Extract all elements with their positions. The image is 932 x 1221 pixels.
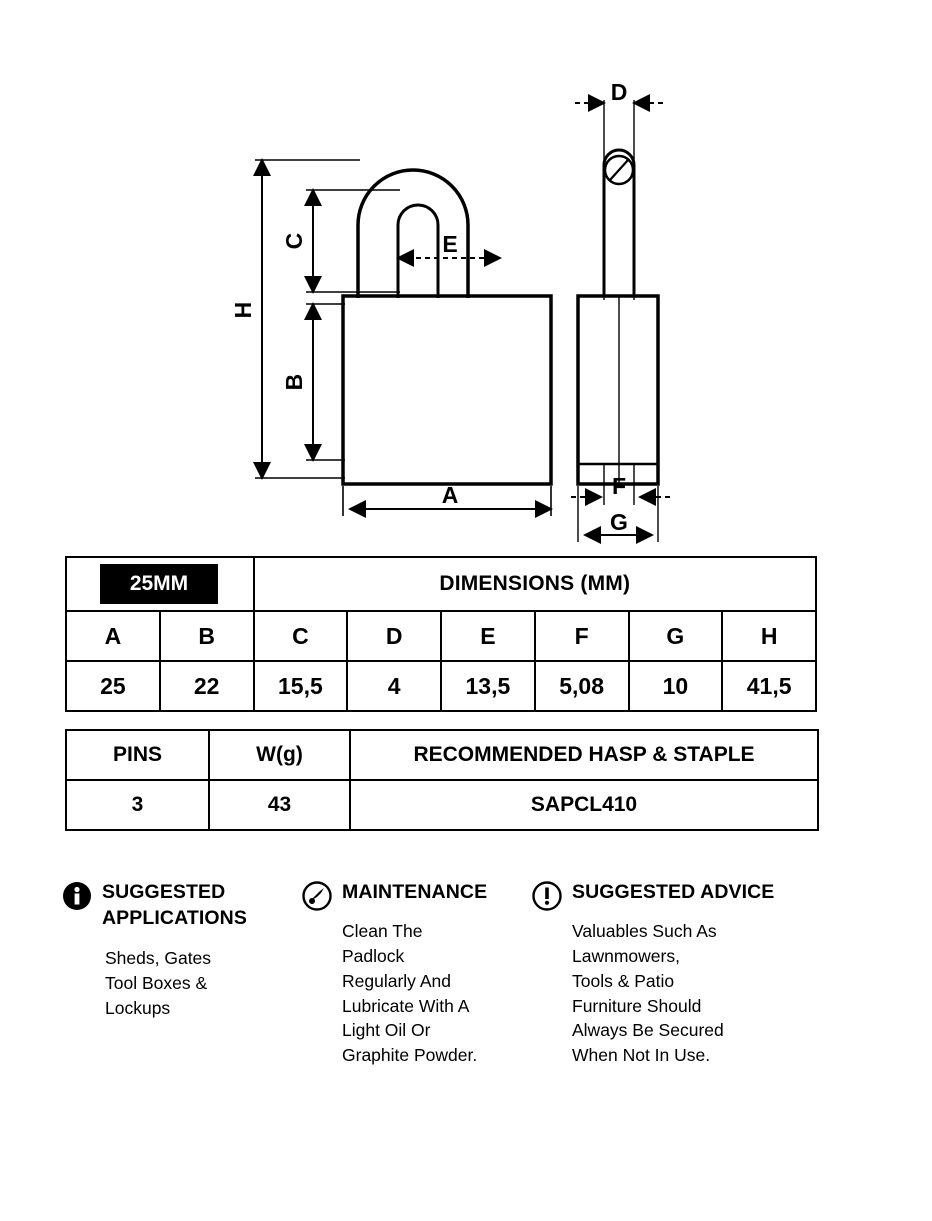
note-body	[105, 946, 302, 1021]
note-suggested-applications	[62, 880, 302, 1068]
note-header	[62, 880, 302, 932]
warning-icon	[532, 881, 562, 911]
dim-label-H: H	[230, 301, 256, 319]
note-line: Sheds, Gates	[105, 947, 212, 968]
hasp-header: RECOMMENDED HASP & STAPLE	[350, 730, 818, 780]
table-row	[66, 661, 816, 711]
dim-label-C: C	[281, 232, 307, 250]
note-line: Clean The	[342, 921, 423, 941]
note-line: Tools & Patio	[572, 970, 675, 991]
note-suggested-advice	[532, 880, 832, 1068]
dim-label-B: B	[281, 373, 307, 391]
dim-col-G: G	[629, 611, 723, 661]
dimensions-title: DIMENSIONS (MM)	[254, 557, 817, 611]
note-title	[572, 880, 774, 906]
note-line: When Not In Use.	[572, 1045, 711, 1066]
dim-value-C: 15,5	[254, 661, 348, 711]
note-line: Graphite Powder.	[342, 1045, 478, 1066]
dim-label-D: D	[610, 79, 628, 105]
note-title	[102, 880, 247, 932]
note-title-line2: APPLICATIONS	[102, 906, 247, 929]
dim-value-D: 4	[347, 661, 441, 711]
dim-value-H: 41,5	[722, 661, 816, 711]
dim-label-E: E	[442, 231, 458, 257]
dim-label-G: G	[610, 509, 628, 535]
table-row	[66, 557, 816, 611]
dim-value-E: 13,5	[441, 661, 535, 711]
note-title	[342, 880, 487, 906]
dim-value-A: 25	[66, 661, 160, 711]
note-title-line1: MAINTENANCE	[342, 881, 488, 903]
dim-col-A: A	[66, 611, 160, 661]
dim-value-B: 22	[160, 661, 254, 711]
dim-label-A: A	[441, 482, 459, 508]
pins-value: 3	[66, 780, 209, 830]
note-line: Lawnmowers,	[572, 945, 680, 966]
table-row	[66, 730, 818, 780]
pins-header: PINS	[66, 730, 209, 780]
note-line: Light Oil Or	[342, 1020, 431, 1041]
info-icon	[62, 881, 92, 911]
note-line: Tool Boxes &	[105, 972, 208, 993]
size-badge: 25MM	[100, 564, 218, 604]
note-line: Valuables Such As	[572, 921, 717, 941]
padlock-technical-drawing	[0, 0, 932, 560]
oil-can-icon	[302, 881, 332, 911]
note-body	[342, 919, 532, 1068]
dimensions-table	[65, 556, 817, 712]
dim-col-B: B	[160, 611, 254, 661]
dim-col-C: C	[254, 611, 348, 661]
weight-header: W(g)	[209, 730, 350, 780]
note-header	[302, 880, 532, 911]
specs-table	[65, 729, 819, 831]
note-maintenance	[302, 880, 532, 1068]
note-line: Lockups	[105, 997, 171, 1018]
dim-col-F: F	[535, 611, 629, 661]
dim-col-D: D	[347, 611, 441, 661]
hasp-value: SAPCL410	[350, 780, 818, 830]
dim-value-F: 5,08	[535, 661, 629, 711]
dim-label-F: F	[611, 473, 627, 499]
table-row	[66, 611, 816, 661]
note-header	[532, 880, 832, 911]
note-line: Regularly And	[342, 970, 451, 991]
note-line: Furniture Should	[572, 995, 702, 1016]
note-title-line1: SUGGESTED ADVICE	[572, 881, 775, 903]
note-line: Always Be Secured	[572, 1020, 724, 1041]
note-line: Lubricate With A	[342, 995, 470, 1016]
note-body	[572, 919, 832, 1068]
notes-section	[62, 880, 872, 1068]
table-row	[66, 780, 818, 830]
weight-value: 43	[209, 780, 350, 830]
dim-col-H: H	[722, 611, 816, 661]
note-title-line1: SUGGESTED	[102, 881, 226, 903]
dim-value-G: 10	[629, 661, 723, 711]
note-line: Padlock	[342, 945, 405, 966]
dim-col-E: E	[441, 611, 535, 661]
size-badge-cell	[66, 557, 254, 611]
